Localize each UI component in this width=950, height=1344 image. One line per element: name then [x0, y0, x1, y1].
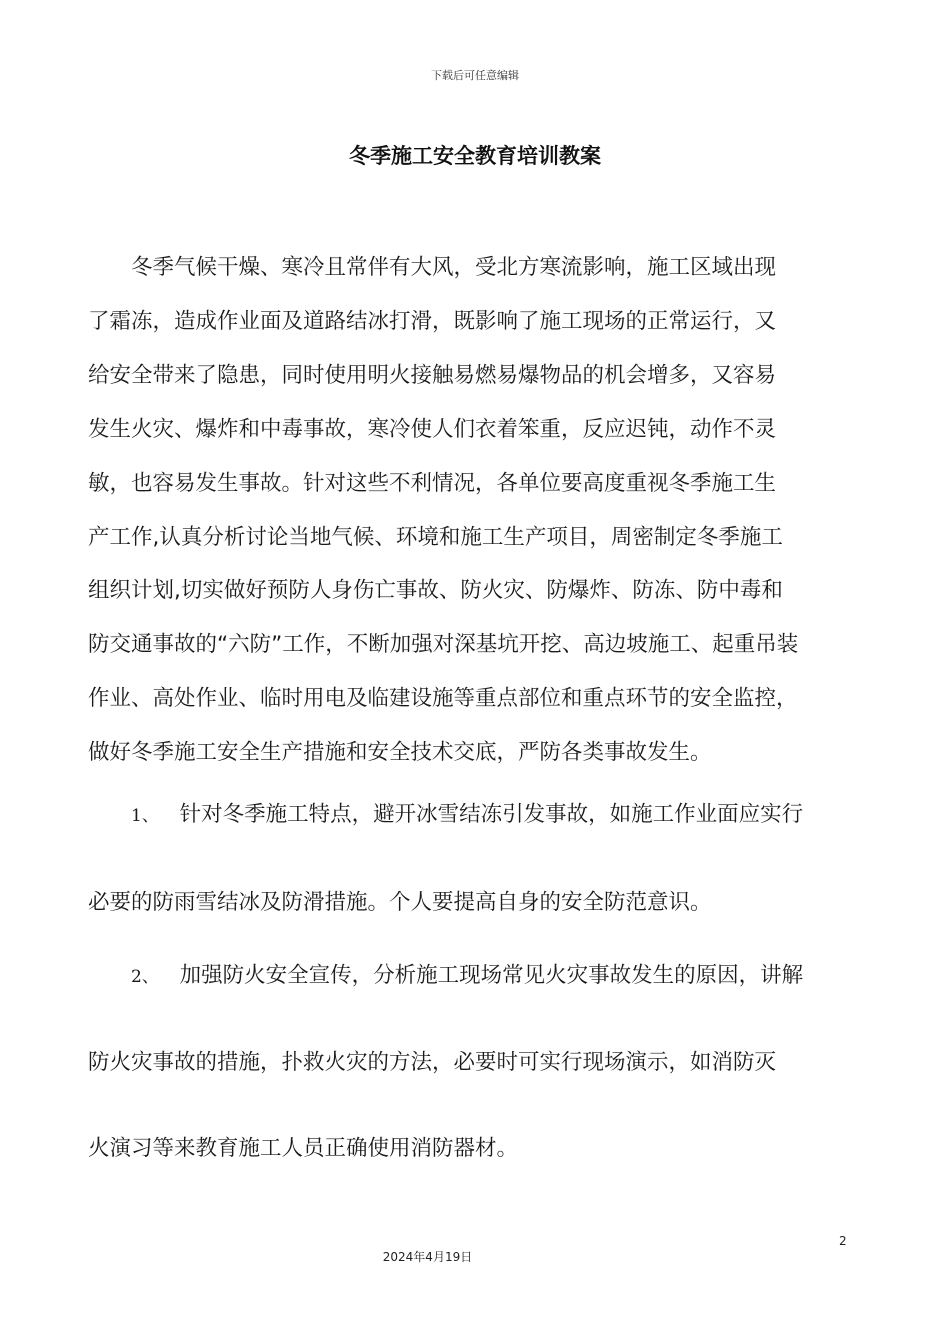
list-item-number: 2、 — [131, 967, 159, 987]
paragraph-line: 做好冬季施工安全生产措施和安全技术交底，严防各类事故发生。 — [88, 740, 712, 765]
list-item-text: 加强防火安全宣传，分析施工现场常见火灾事故发生的原因，讲解 — [179, 963, 804, 988]
list-item-continuation: 防火灾事故的措施，扑救火灾的方法，必要时可实行现场演示，如消防灭 — [88, 1050, 777, 1075]
list-item-continuation: 必要的防雨雪结冰及防滑措施。个人要提高自身的安全防范意识。 — [88, 890, 712, 915]
list-item-number: 1、 — [131, 806, 159, 826]
paragraph-line: 组织计划,切实做好预防人身伤亡事故、防火灾、防爆炸、防冻、防中毒和 — [88, 578, 783, 603]
list-item-continuation: 火演习等来教育施工人员正确使用消防器材。 — [88, 1136, 519, 1161]
page-number: 2 — [839, 1234, 847, 1248]
paragraph-line: 了霜冻，造成作业面及道路结冰打滑，既影响了施工现场的正常运行，又 — [88, 309, 777, 334]
paragraph-line: 产工作,认真分析讨论当地气候、环境和施工生产项目，周密制定冬季施工 — [88, 525, 783, 550]
paragraph-line: 作业、高处作业、临时用电及临建设施等重点部位和重点环节的安全监控， — [88, 686, 798, 711]
paragraph-line: 发生火灾、爆炸和中毒事故，寒冷使人们衣着笨重，反应迟钝，动作不灵 — [88, 417, 777, 442]
list-item-text: 针对冬季施工特点，避开冰雪结冻引发事故，如施工作业面应实行 — [179, 802, 804, 827]
paragraph-line: 敏，也容易发生事故。针对这些不利情况，各单位要高度重视冬季施工生 — [88, 471, 777, 496]
footer-date: 2024年4月19日 — [382, 1250, 473, 1264]
paragraph-line: 给安全带来了隐患，同时使用明火接触易燃易爆物品的机会增多，又容易 — [88, 363, 777, 388]
paragraph-line: 冬季气候干燥、寒冷且常伴有大风，受北方寒流影响，施工区域出现 — [131, 255, 777, 280]
list-item-first-line — [131, 804, 803, 826]
document-title: 冬季施工安全教育培训教案 — [349, 144, 601, 168]
header-note: 下载后可任意编辑 — [431, 69, 519, 82]
paragraph-line: 防交通事故的“六防”工作，不断加强对深基坑开挖、高边坡施工、起重吊装 — [88, 632, 799, 657]
list-item-first-line — [131, 965, 803, 987]
